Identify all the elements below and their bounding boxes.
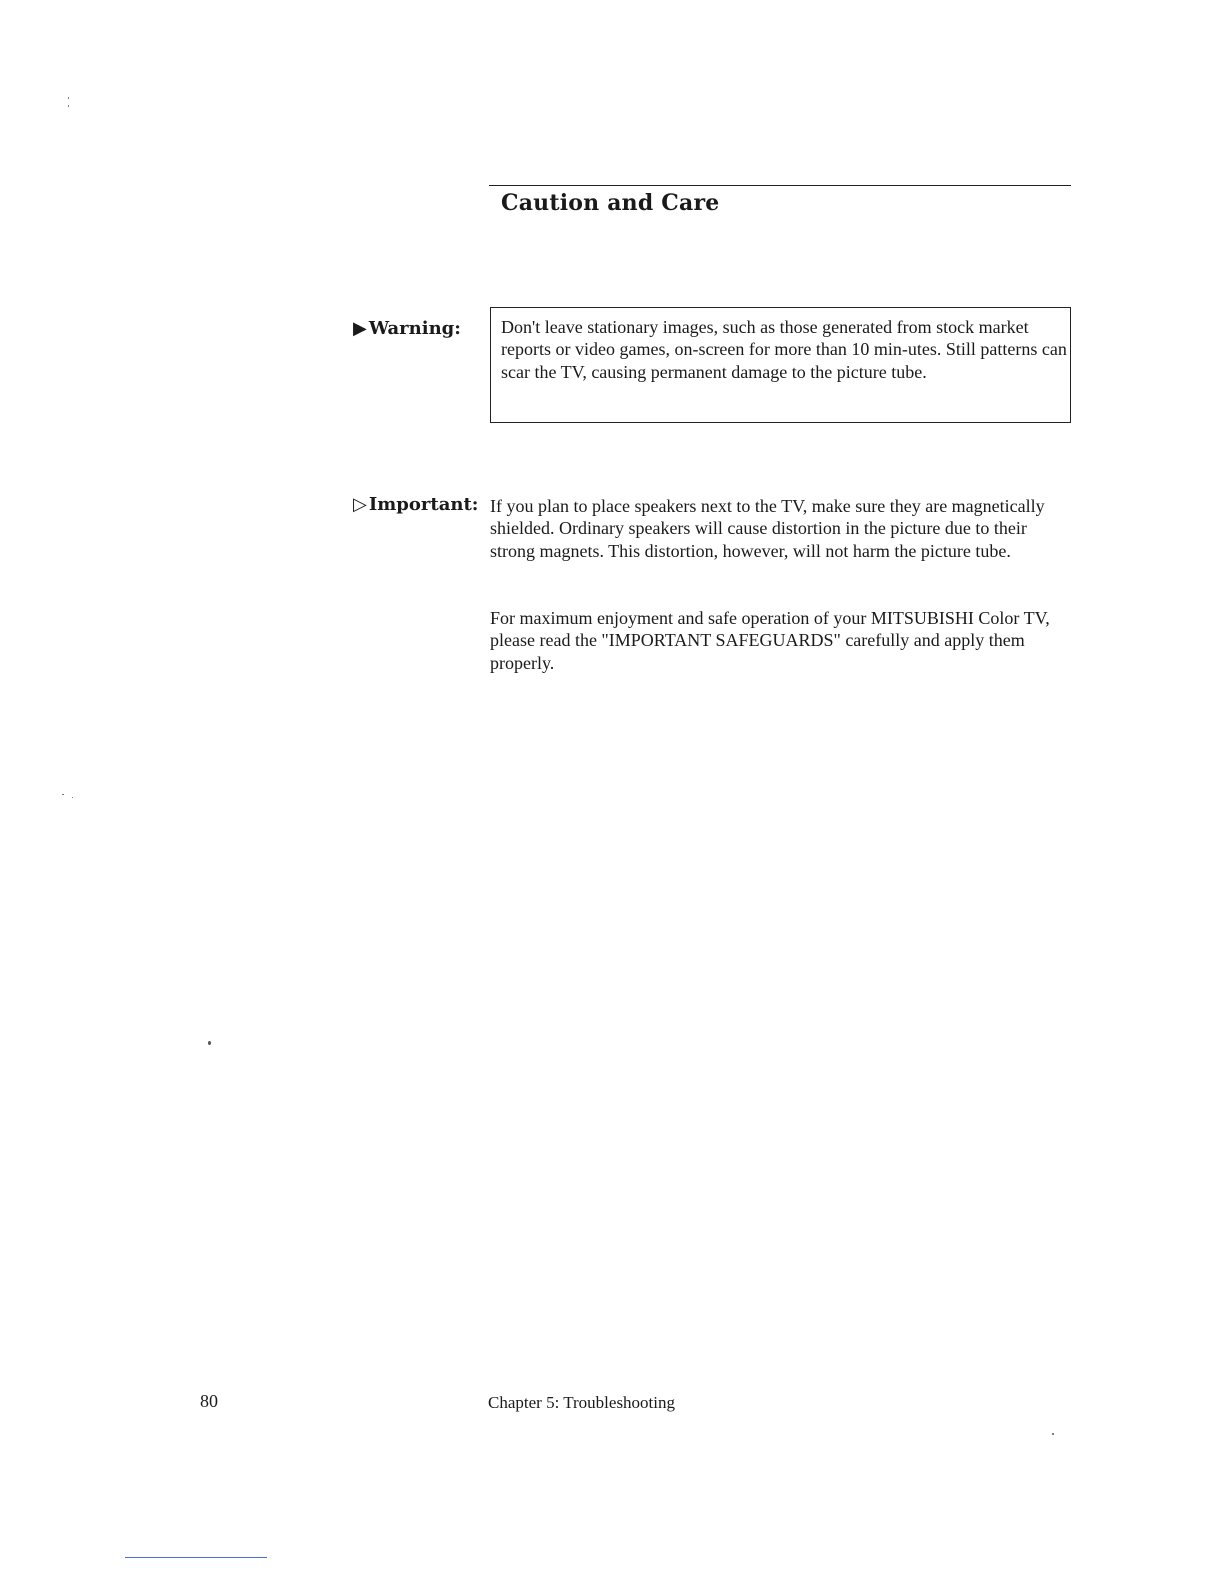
section-title-rule — [489, 185, 1071, 186]
outline-triangle-icon: ▷ — [353, 494, 367, 515]
safety-note-text: For maximum enjoyment and safe operation of your MITSUBISHI Color TV, please read the "IMPORTANT SAFEGUARDS" carefully and apply them properly. — [490, 608, 1050, 673]
scan-speck — [1052, 1433, 1054, 1435]
important-text: If you plan to place speakers next to the TV, make sure they are magnetically shielded. Ordinary speakers will cause distortion in the picture due to their strong magnets. This distortion, however, will not harm the picture tube. — [490, 496, 1045, 561]
page-number: 80 — [200, 1391, 218, 1411]
scan-speck — [68, 97, 69, 99]
filled-triangle-icon: ▶ — [353, 318, 367, 339]
warning-label — [353, 318, 461, 339]
important-label — [353, 494, 478, 515]
scan-speck — [208, 1041, 211, 1045]
warning-text: Don't leave stationary images, such as those generated from stock market reports or video games, on-screen for more than 10 min-utes. Still patterns can scar the TV, causing permanent damage to the picture tube. — [501, 317, 1067, 382]
section-title: Caution and Care — [501, 190, 720, 216]
chapter-footer: Chapter 5: Troubleshooting — [488, 1393, 676, 1412]
scan-speck — [72, 797, 73, 798]
scan-speck — [68, 105, 69, 107]
important-label-text: Important: — [368, 494, 479, 515]
scan-edge-line — [125, 1557, 267, 1558]
warning-box — [490, 307, 1071, 423]
warning-label-text: Warning: — [368, 318, 461, 339]
scan-speck — [62, 794, 64, 795]
